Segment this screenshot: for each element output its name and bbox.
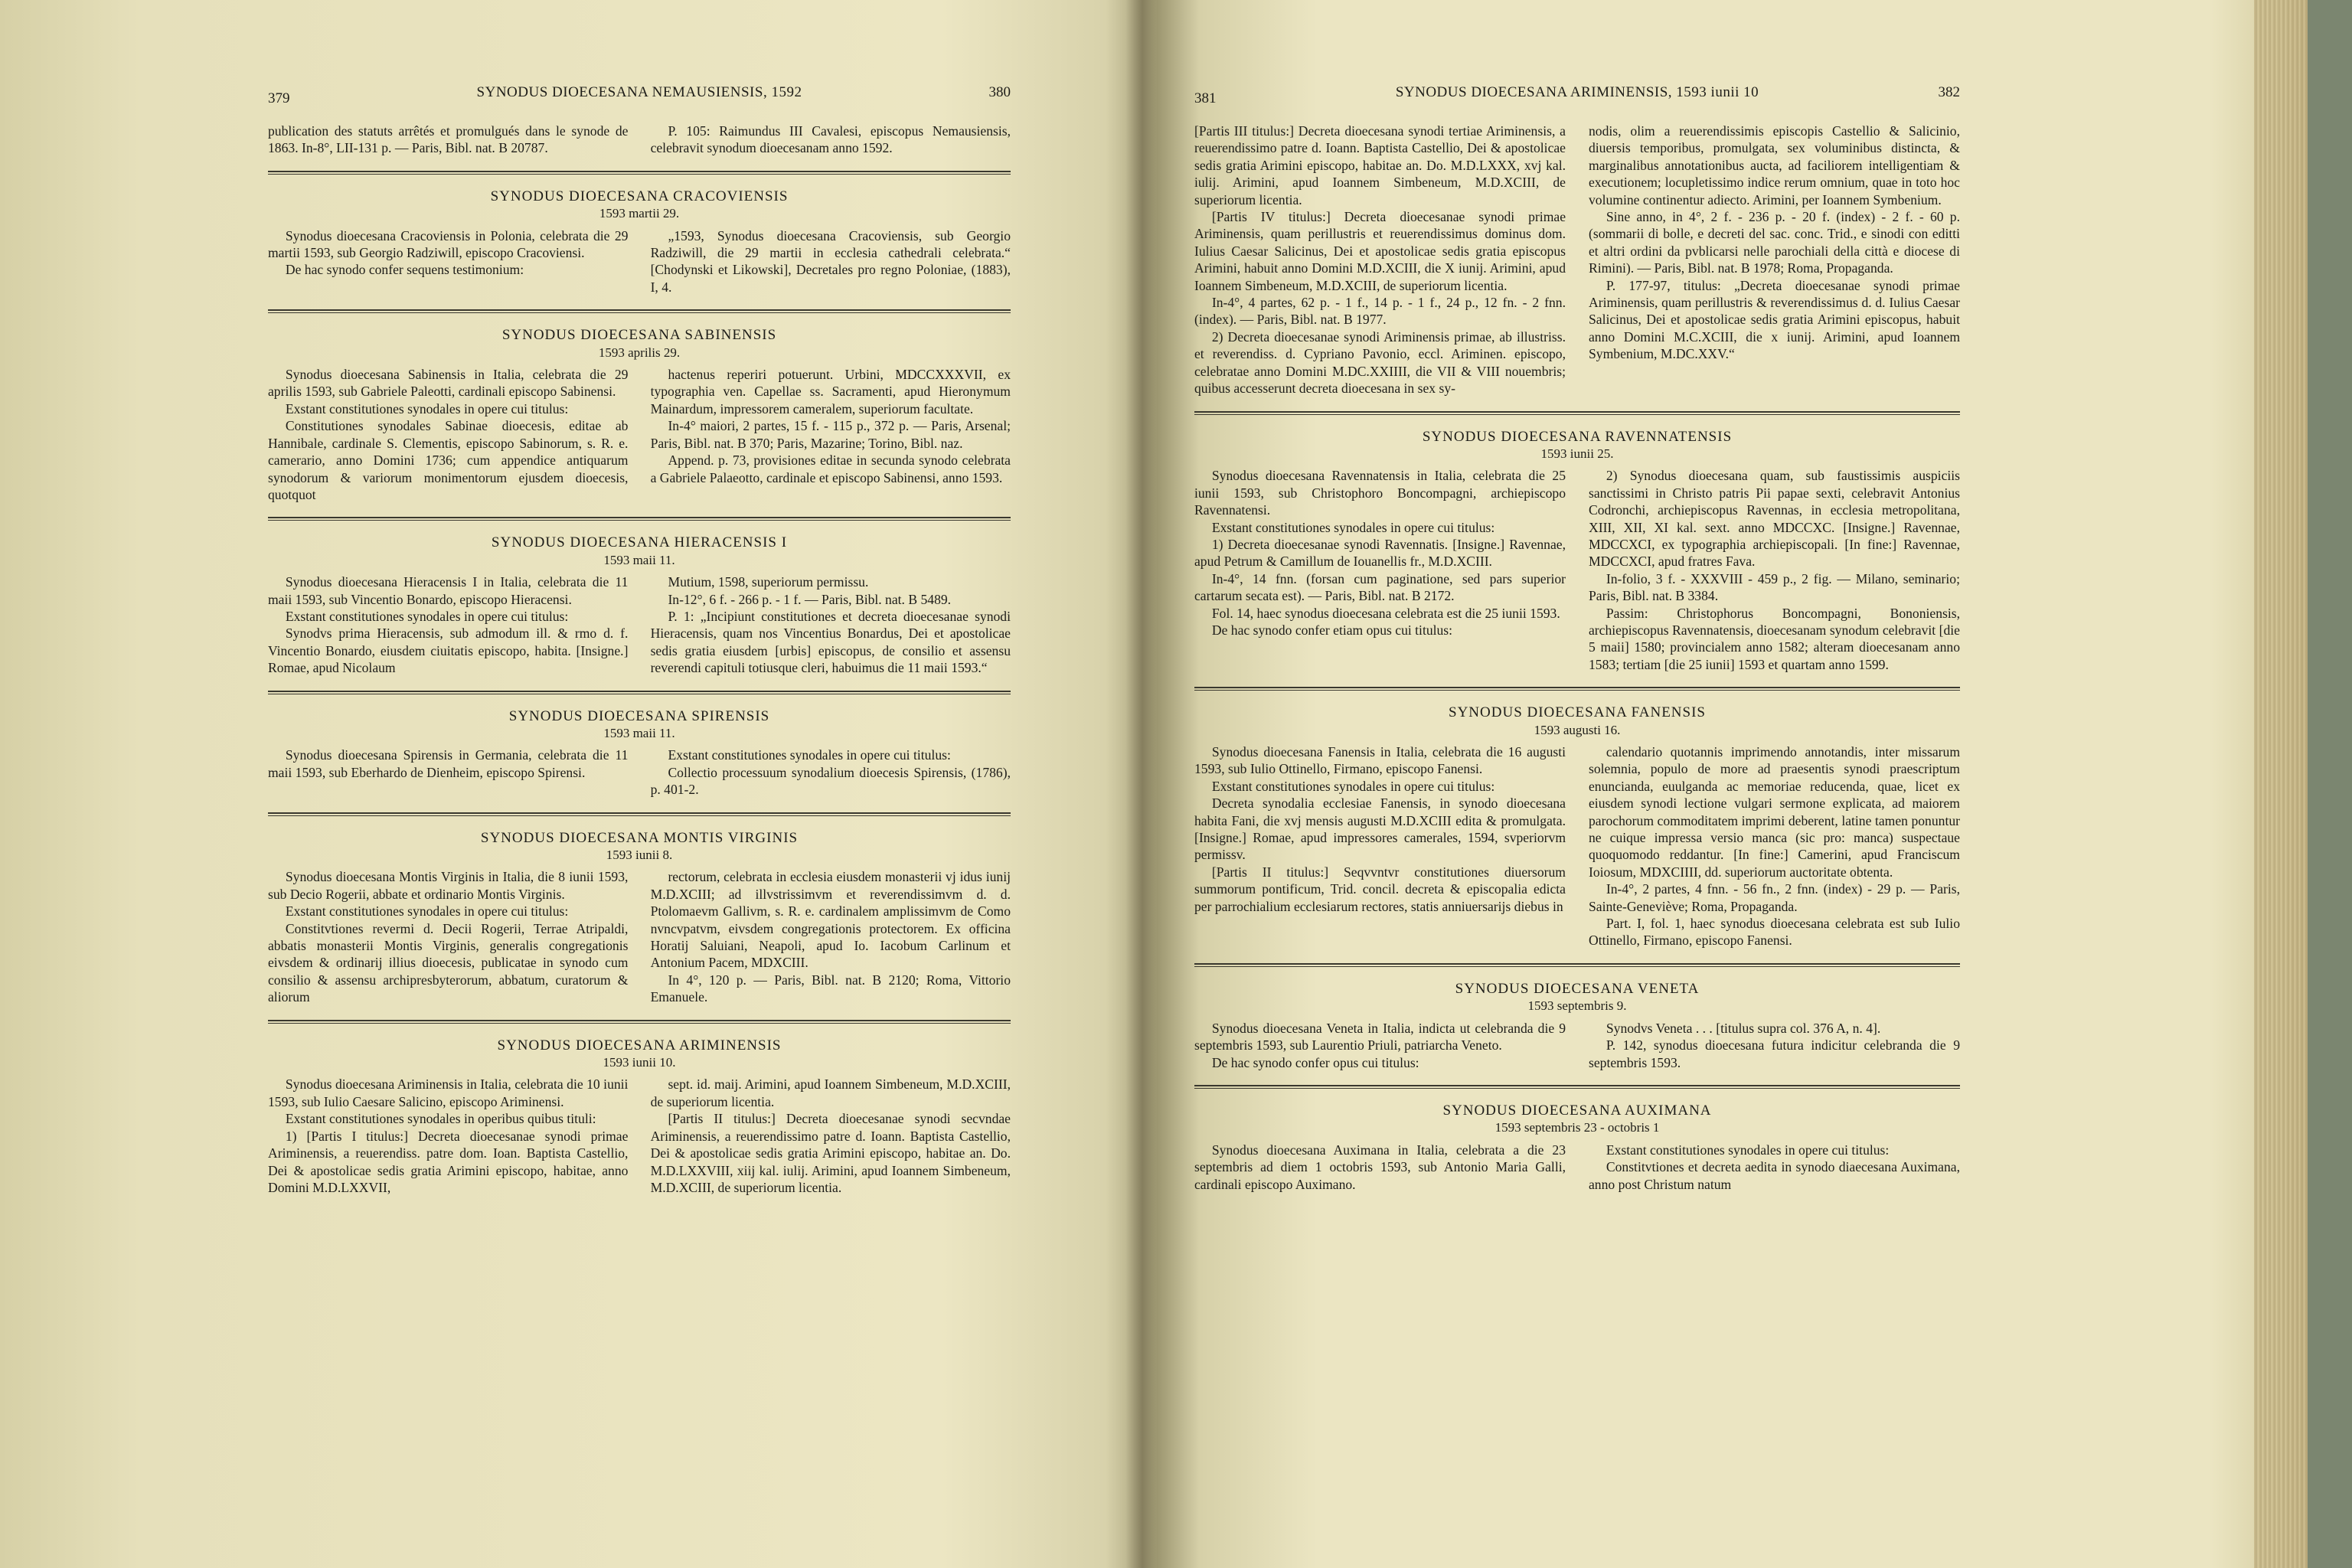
right-column (651, 573, 1011, 676)
paragraph: In-12°, 6 f. - 266 p. - 1 f. — Paris, Bibl. nat. B 5489. (668, 591, 952, 607)
synod-section (268, 171, 1011, 296)
section-rule (1194, 1085, 1960, 1086)
paragraph: [Partis IV titulus:] Decreta dioecesanae synodi primae Ariminensis, quam perillustris et reuerendissimus dominus dom. Iulius Caesar Salicinus, Dei et apostolicae sedis gratia episcopus Arimini, habuit anno Domini M.D.XCIII, die X iunij. Arimini, apud Ioannem Simbeneum, M.D.XCIII, de superiorum licentia. (1194, 209, 1566, 293)
paragraph: Constitvtiones et decreta aedita in synodo diaecesana Auximana, anno post Christum natum (1589, 1159, 1960, 1192)
section-columns (268, 1076, 1011, 1196)
section-rule (268, 1023, 1011, 1024)
section-rule (1194, 966, 1960, 967)
paragraph: In-4° maiori, 2 partes, 15 f. - 115 p., 372 p. — Paris, Arsenal; Paris, Bibl. nat. B 370; Paris, Mazarine; Torino, Bibl. naz. (650, 418, 1011, 451)
section-columns (1194, 743, 1960, 949)
paragraph: Synodus dioecesana Ariminensis in Italia, celebrata die 10 iunii 1593, sub Iulio Caesare Salicino, episcopo Ariminensi. (268, 1076, 629, 1109)
section-columns (1194, 1142, 1960, 1193)
paragraph: Synodus dioecesana Spirensis in Germania, celebrata die 11 maii 1593, sub Eberhardo de Dienheim, episcopo Spirensi. (268, 747, 629, 780)
synod-section (1194, 411, 1960, 674)
section-rule (1194, 690, 1960, 691)
right-running-head (1194, 84, 1960, 107)
book-gutter (1125, 0, 1156, 1568)
paragraph: 1) [Partis I titulus:] Decreta dioecesanae synodi primae Ariminensis, a reuerendiss. patre dom. Ioan. Baptista Castellio, Dei & apostolicae sedis gratia Arimini episcopo, habitae, anno Domini M.D.LXXVII, (268, 1128, 629, 1195)
section-date: 1593 aprilis 29. (598, 345, 681, 360)
page-edges (2254, 0, 2308, 1568)
top-continuation (268, 122, 1011, 157)
paragraph: [Partis III titulus:] Decreta dioecesana synodi tertiae Ariminensis, a reuerendissimo patre d. Ioann. Baptista Castellio, Dei & apostolicae sedis gratia Arimini episcopo, habitae an. Do. M.D.LXXX, xvj kal. iulij. Arimini, apud Ioannem Simbeneum, M.D.XCIII, de superiorum licentia. (1194, 123, 1566, 207)
paragraph: nodis, olim a reuerendissimis episcopis Castellio & Salicinio, diuersis temporibus, promulgata, sex voluminibus distincta, & marginalibus annotationibus aucta, ad faciliorem intelligentiam & executionem; locupletissimo indice rerum omnium, quae in toto hoc volumine continentur adiecto. Arimini, per Ioannem Symbenium. (1589, 123, 1960, 207)
synod-section (1194, 1085, 1960, 1193)
section-rule (268, 520, 1011, 521)
paragraph: Append. p. 73, provisiones editae in secunda synodo celebrata a Gabriele Palaeotto, cardinale et episcopo Sabinensi, anno 1593. (650, 452, 1011, 485)
paragraph: Decreta synodalia ecclesiae Fanensis, in synodo dioecesana habita Fani, die xvj mensis augusti M.D.XCIII edita & promulgata. [Insigne.] Romae, apud impressores camerales, 1594, svperiorvm permissv. (1194, 795, 1566, 863)
section-title: SYNODUS DIOECESANA MONTIS VIRGINIS (480, 829, 799, 846)
paragraph: hactenus reperiri potuerunt. Urbini, MDCCXXXVII, ex typographia ven. Capellae ss. Sacramenti, apud Hieronymum Mainardum, impressorem cameralem, superiorum facultate. (650, 367, 1011, 416)
left-column (1194, 467, 1566, 673)
paragraph: Constitutiones synodales Sabinae dioecesis, editae ab Hannibale, cardinale S. Clementis, episcopo Sabinorum, s. R. e. camerario, anno Domini 1736; cum appendice antiquarum synodorum & variorum monimentorum ejusdem dioecesis, quotquot (268, 418, 629, 502)
section-title: SYNODUS DIOECESANA AUXIMANA (1442, 1102, 1712, 1119)
section-rule (268, 174, 1011, 175)
paragraph: Passim: Christophorus Boncompagni, Bononiensis, archiepiscopus Ravennatensis, dioecesanam synodum celebravit [die 5 maii] 1580; provincialem anno 1582; alteram dioecesanam anno 1583; tertiam [die 25 iunii] 1593 et quartam anno 1599. (1589, 605, 1960, 672)
paragraph: Collectio processuum synodalium dioecesis Spirensis, (1786), p. 401-2. (650, 764, 1011, 798)
section-columns (268, 746, 1011, 798)
section-rule (268, 1020, 1011, 1021)
paragraph: Synodus dioecesana Ravennatensis in Italia, celebrata die 25 iunii 1593, sub Christophoro Boncompagni, archiepiscopo Ravennatensi. (1194, 468, 1566, 518)
paragraph: Exstant constitutiones synodales in opere cui titulus: (285, 400, 569, 416)
right-column (651, 227, 1011, 296)
section-title: SYNODUS DIOECESANA SPIRENSIS (508, 707, 770, 724)
paragraph: 1) Decreta dioecesanae synodi Ravennatis. [Insigne.] Ravennae, apud Petrum & Camillum de Iouanellis fr., M.D.XCIII. (1194, 536, 1566, 570)
right-column (651, 1076, 1011, 1196)
section-date: 1593 iunii 8. (606, 848, 673, 862)
paragraph: Mutium, 1598, superiorum permissu. (668, 574, 869, 590)
left-column (268, 868, 628, 1005)
paragraph: Exstant constitutiones synodales in opere cui titulus: (668, 747, 951, 763)
synod-section (268, 812, 1011, 1006)
paragraph: In-4°, 14 fnn. (forsan cum paginatione, sed pars superior cartarum secata est). — Paris, Bibl. nat. B 2172. (1194, 570, 1566, 604)
paragraph: P. 142, synodus dioecesana futura indicitur celebranda die 9 septembris 1593. (1589, 1037, 1960, 1070)
left-column (268, 1076, 628, 1196)
section-rule (268, 815, 1011, 816)
paragraph: calendario quotannis imprimendo annotandis, inter missarum solemnia, populo de more ad praesentis synodi praescriptum enuncianda, euulganda ac memoriae reducenda, quae, licet ex eiusdem synodi lectione vulgari sermone explicata, ad maiorem parochorum commoditatem imprimi deberent, latine tamen ponuntur ne cuique impressa versio manca (sic pro: manca) suspectaue quoquomodo reddantur. [In fine:] Camerini, apud Franciscum Ioiosum, MDXCIIII, dd. superiorum auctoritate obtenta. (1589, 744, 1960, 880)
left-running-head (268, 84, 1011, 107)
right-column (651, 868, 1011, 1005)
section-date: 1593 iunii 25. (1540, 446, 1614, 461)
paragraph: 2) Decreta dioecesanae synodi Ariminensis primae, ab illustriss. et reverendiss. d. Cypriano Pavonio, eccl. Ariminen. episcopo, celebratae anno Domini M.DC.XXIIII, die VII & VIII nouembris; quibus accesserunt decreta dioecesana in sex sy- (1194, 328, 1566, 397)
paragraph: Exstant constitutiones synodales in opere cui titulus: (1211, 778, 1495, 794)
left-column (268, 227, 628, 296)
section-date: 1593 augusti 16. (1534, 722, 1621, 737)
paragraph: Synodus dioecesana Hieracensis I in Italia, celebrata die 11 maii 1593, sub Vincentio Bonardo, episcopo Hieracensi. (268, 574, 629, 607)
paragraph: Synodvs Veneta . . . [titulus supra col. 376 A, n. 4]. (1606, 1020, 1881, 1036)
section-rule (1194, 414, 1960, 415)
section-rule (268, 812, 1011, 814)
left-column (1194, 1142, 1566, 1193)
section-rule (268, 691, 1011, 692)
paragraph: Exstant constitutiones synodales in opere cui titulus: (1606, 1142, 1890, 1158)
section-columns (268, 366, 1011, 503)
paragraph: sept. id. maij. Arimini, apud Ioannem Simbeneum, M.D.XCIII, de superiorum licentia. (650, 1076, 1011, 1109)
sections (268, 171, 1011, 1197)
left-column (1194, 1020, 1566, 1071)
paragraph: De hac synodo confer sequens testimonium: (285, 262, 524, 278)
left-page (268, 0, 1011, 1568)
right-column (1589, 743, 1960, 949)
left-column (268, 573, 628, 676)
section-columns (268, 227, 1011, 296)
paragraph: Exstant constitutiones synodales in opere cui titulus: (285, 903, 569, 920)
paragraph: Exstant constitutiones synodales in operibus quibus tituli: (285, 1111, 596, 1127)
paragraph: De hac synodo confer opus cui titulus: (1211, 1054, 1419, 1070)
section-title: SYNODUS DIOECESANA SABINENSIS (501, 327, 777, 344)
paragraph: Synodus dioecesana Auximana in Italia, celebrata a die 23 septembris ad diem 1 octobris 1593, sub Antonio Maria Galli, cardinali episcopo Auximano. (1194, 1142, 1566, 1192)
paragraph: P. 177-97, titulus: „Decreta dioecesanae synodi primae Ariminensis, quam perillustris & reverendissimus d. d. Iulius Caesar Salicinus, Dei et apostolicae sedis gratia Arimini episcopus, habuit anno Domini M.C.XCIII, die x iunij. Arimini, apud Ioannem Symbenium, M.DC.XXV.“ (1589, 277, 1960, 362)
section-title: SYNODUS DIOECESANA VENETA (1455, 980, 1700, 997)
section-title: SYNODUS DIOECESANA HIERACENSIS I (491, 534, 788, 551)
page-number-381: 381 (1194, 90, 1217, 106)
section-rule (268, 171, 1011, 172)
top-continuation (1194, 122, 1960, 397)
section-rule (1194, 1088, 1960, 1089)
synod-section (268, 691, 1011, 799)
paragraph: In-folio, 3 f. - XXXVIII - 459 p., 2 fig. — Milano, seminario; Paris, Bibl. nat. B 3384. (1589, 570, 1960, 604)
paragraph: Fol. 14, haec synodus dioecesana celebrata est die 25 iunii 1593. (1211, 605, 1560, 621)
left-column (1194, 743, 1566, 949)
paragraph: P. 105: Raimundus III Cavalesi, episcopus Nemausiensis, celebravit synodum dioecesanam anno 1592. (650, 123, 1011, 156)
section-rule (1194, 963, 1960, 965)
right-page-body (1194, 122, 1960, 1193)
paragraph: „1593, Synodus dioecesana Cracoviensis, sub Georgio Radziwill, die 29 martii in ecclesia cathedrali celebrata.“ [Chodynski et Likowski], Decretales pro regno Poloniae, (1883), I, 4. (650, 227, 1011, 295)
paragraph: Synodus dioecesana Cracoviensis in Polonia, celebrata die 29 martii 1593, sub Georgio Radziwill, episcopo Cracoviensi. (268, 227, 629, 261)
section-columns (1194, 1020, 1960, 1071)
synod-section (268, 1020, 1011, 1197)
page-number-379: 379 (268, 90, 290, 106)
paragraph: Part. I, fol. 1, haec synodus dioecesana celebrata est sub Iulio Ottinello, Firmano, episcopo Fanensi. (1589, 916, 1960, 949)
section-date: 1593 iunii 10. (603, 1055, 676, 1070)
paragraph: In 4°, 120 p. — Paris, Bibl. nat. B 2120; Roma, Vittorio Emanuele. (650, 972, 1011, 1005)
paragraph: Synodus dioecesana Fanensis in Italia, celebrata die 16 augusti 1593, sub Iulio Ottinello, Firmano, episcopo Fanensi. (1194, 744, 1566, 777)
synod-section (268, 309, 1011, 503)
section-rule (268, 517, 1011, 518)
paragraph: Synodus dioecesana Montis Virginis in Italia, die 8 iunii 1593, sub Decio Rogerii, abbate et ordinario Montis Virginis. (268, 869, 629, 902)
right-column (651, 366, 1011, 503)
section-title: SYNODUS DIOECESANA CRACOVIENSIS (490, 188, 789, 204)
paragraph: 2) Synodus dioecesana quam, sub faustissimis auspiciis sanctissimi in Christo patris Pii papae sexti, celebravit Antonius Codronchi, archiepiscopus Ravennas, in ecclesia metropolitana, XIII, XII, XI kal. sext. anno MDCCXC. [Insigne.] Ravennae, MDCCXCI, ex typographia archiepiscopali. [In fine:] Ravennae, MDCCXCI, apud fratres Fava. (1589, 468, 1960, 570)
paragraph: Synodus dioecesana Veneta in Italia, indicta ut celebranda die 9 septembris 1593, sub Laurentio Priuli, patriarcha Veneto. (1194, 1020, 1566, 1054)
section-columns (1194, 467, 1960, 673)
section-date: 1593 martii 29. (599, 206, 680, 221)
paragraph: Sine anno, in 4°, 2 f. - 236 p. - 20 f. (index) - 2 f. - 60 p. (sommarii di bolle, e decreti del sac. conc. Trid., e sinodi con editti et altri ordini da pvblicarsi nelle parochiali della città e diocese di Rimini). — Paris, Bibl. nat. B 1978; Roma, Propaganda. (1589, 209, 1960, 276)
section-columns (268, 868, 1011, 1005)
paragraph: Constitvtiones revermi d. Decii Rogerii, Terrae Atripaldi, abbatis monasterii Montis Virginis, generalis congregationis eivsdem & ordinarij illius dioecesis, publicatae in synodo cum consilio & assensu archipresbyterorum, abbatum, curatorum & aliorum (268, 920, 629, 1005)
section-title: SYNODUS DIOECESANA FANENSIS (1449, 704, 1706, 721)
section-rule (268, 309, 1011, 311)
synod-section (1194, 687, 1960, 949)
left-column (268, 746, 628, 798)
paragraph: [Partis II titulus:] Seqvvntvr constitutiones diuersorum summorum pontificum, Trid. concil. decreta & episcopalia edicta per parrochialium ecclesiarum rectores, statis anniuersarijs diebus in (1194, 864, 1566, 914)
paragraph: De hac synodo confer etiam opus cui titulus: (1211, 622, 1453, 638)
right-page (1194, 0, 1960, 1568)
left-page-body (268, 122, 1011, 1196)
paragraph: In-4°, 4 partes, 62 p. - 1 f., 14 p. - 1 f., 24 p., 12 fn. - 2 fnn. (index). — Paris, Bibl. nat. B 1977. (1194, 295, 1566, 328)
section-date: 1593 septembris 9. (1527, 998, 1627, 1014)
section-rule (1194, 411, 1960, 413)
section-date: 1593 maii 11. (603, 552, 675, 567)
synod-section (1194, 963, 1960, 1071)
running-title: SYNODUS DIOECESANA ARIMINENSIS, 1593 iunii 10 (1395, 84, 1759, 100)
section-title: SYNODUS DIOECESANA ARIMINENSIS (497, 1037, 782, 1054)
paragraph: Exstant constitutiones synodales in opere cui titulus: (1211, 519, 1495, 535)
paragraph: publication des statuts arrêtés et promulgués dans le synode de 1863. In-8°, LII-131 p. — Paris, Bibl. nat. B 20787. (268, 123, 629, 156)
paragraph: Exstant constitutiones synodales in opere cui titulus: (285, 608, 569, 624)
section-rule (268, 312, 1011, 313)
paragraph: In-4°, 2 partes, 4 fnn. - 56 fn., 2 fnn. (index) - 29 p. — Paris, Sainte-Geneviève; Roma, Propaganda. (1589, 881, 1960, 914)
background-cloth (2308, 0, 2352, 1568)
section-rule (1194, 687, 1960, 688)
right-column (1589, 1020, 1960, 1071)
paragraph: rectorum, celebrata in ecclesia eiusdem monasterii vj idus iunij M.D.XCIII; ad illvstrissimvm et reverendissimvm d. d. Ptolomaevm Gallivm, s. R. e. cardinalem amplissimvm de Como nvncvpatvm, eivsdem congregationis protectorem. Ex officina Horatij Saluiani, Neapoli, apud Io. Iacobum Carlinum et Antonium Pacem, MDXCIII. (650, 869, 1011, 971)
synod-section (268, 517, 1011, 676)
paragraph: Synodus dioecesana Sabinensis in Italia, celebrata die 29 aprilis 1593, sub Gabriele Paleotti, cardinali episcopo Sabinensi. (268, 367, 629, 400)
page-number-382: 382 (1938, 84, 1960, 100)
left-column (268, 366, 628, 503)
sections (1194, 411, 1960, 1193)
paragraph: Synodvs prima Hieracensis, sub admodum ill. & rmo d. f. Vincentio Bonardo, eiusdem ciuitatis episcopo, habita. [Insigne.] Romae, apud Nicolaum (268, 626, 629, 676)
running-title: SYNODUS DIOECESANA NEMAUSIENSIS, 1592 (476, 84, 802, 100)
section-date: 1593 maii 11. (603, 725, 675, 740)
right-column (1589, 467, 1960, 673)
section-title: SYNODUS DIOECESANA RAVENNATENSIS (1422, 428, 1733, 445)
paragraph: [Partis II titulus:] Decreta dioecesanae synodi secvndae Ariminensis, a reuerendissimo patre d. Ioann. Baptista Castellio, Dei & apostolicae sedis gratia Arimini episcopo, habitae an. Do. M.D.LXXVIII, xiij kal. iulij. Arimini, apud Ioannem Simbeneum, M.D.XCIII, de superiorum licentia. (650, 1111, 1011, 1195)
right-column (1589, 1142, 1960, 1193)
paragraph: P. 1: „Incipiunt constitutiones et decreta dioecesanae synodi Hieracensis, quam nos Vincentius Bonardus, Dei et apostolicae sedis gratia eiusdem [urbis] episcopus, de consilio et assensu reverendi capituli totiusque cleri, habuimus die 11 maii 1593.“ (650, 608, 1011, 676)
right-column (651, 746, 1011, 798)
section-date: 1593 septembris 23 - octobris 1 (1494, 1120, 1660, 1135)
section-columns (268, 573, 1011, 676)
page-number-380: 380 (988, 84, 1011, 100)
